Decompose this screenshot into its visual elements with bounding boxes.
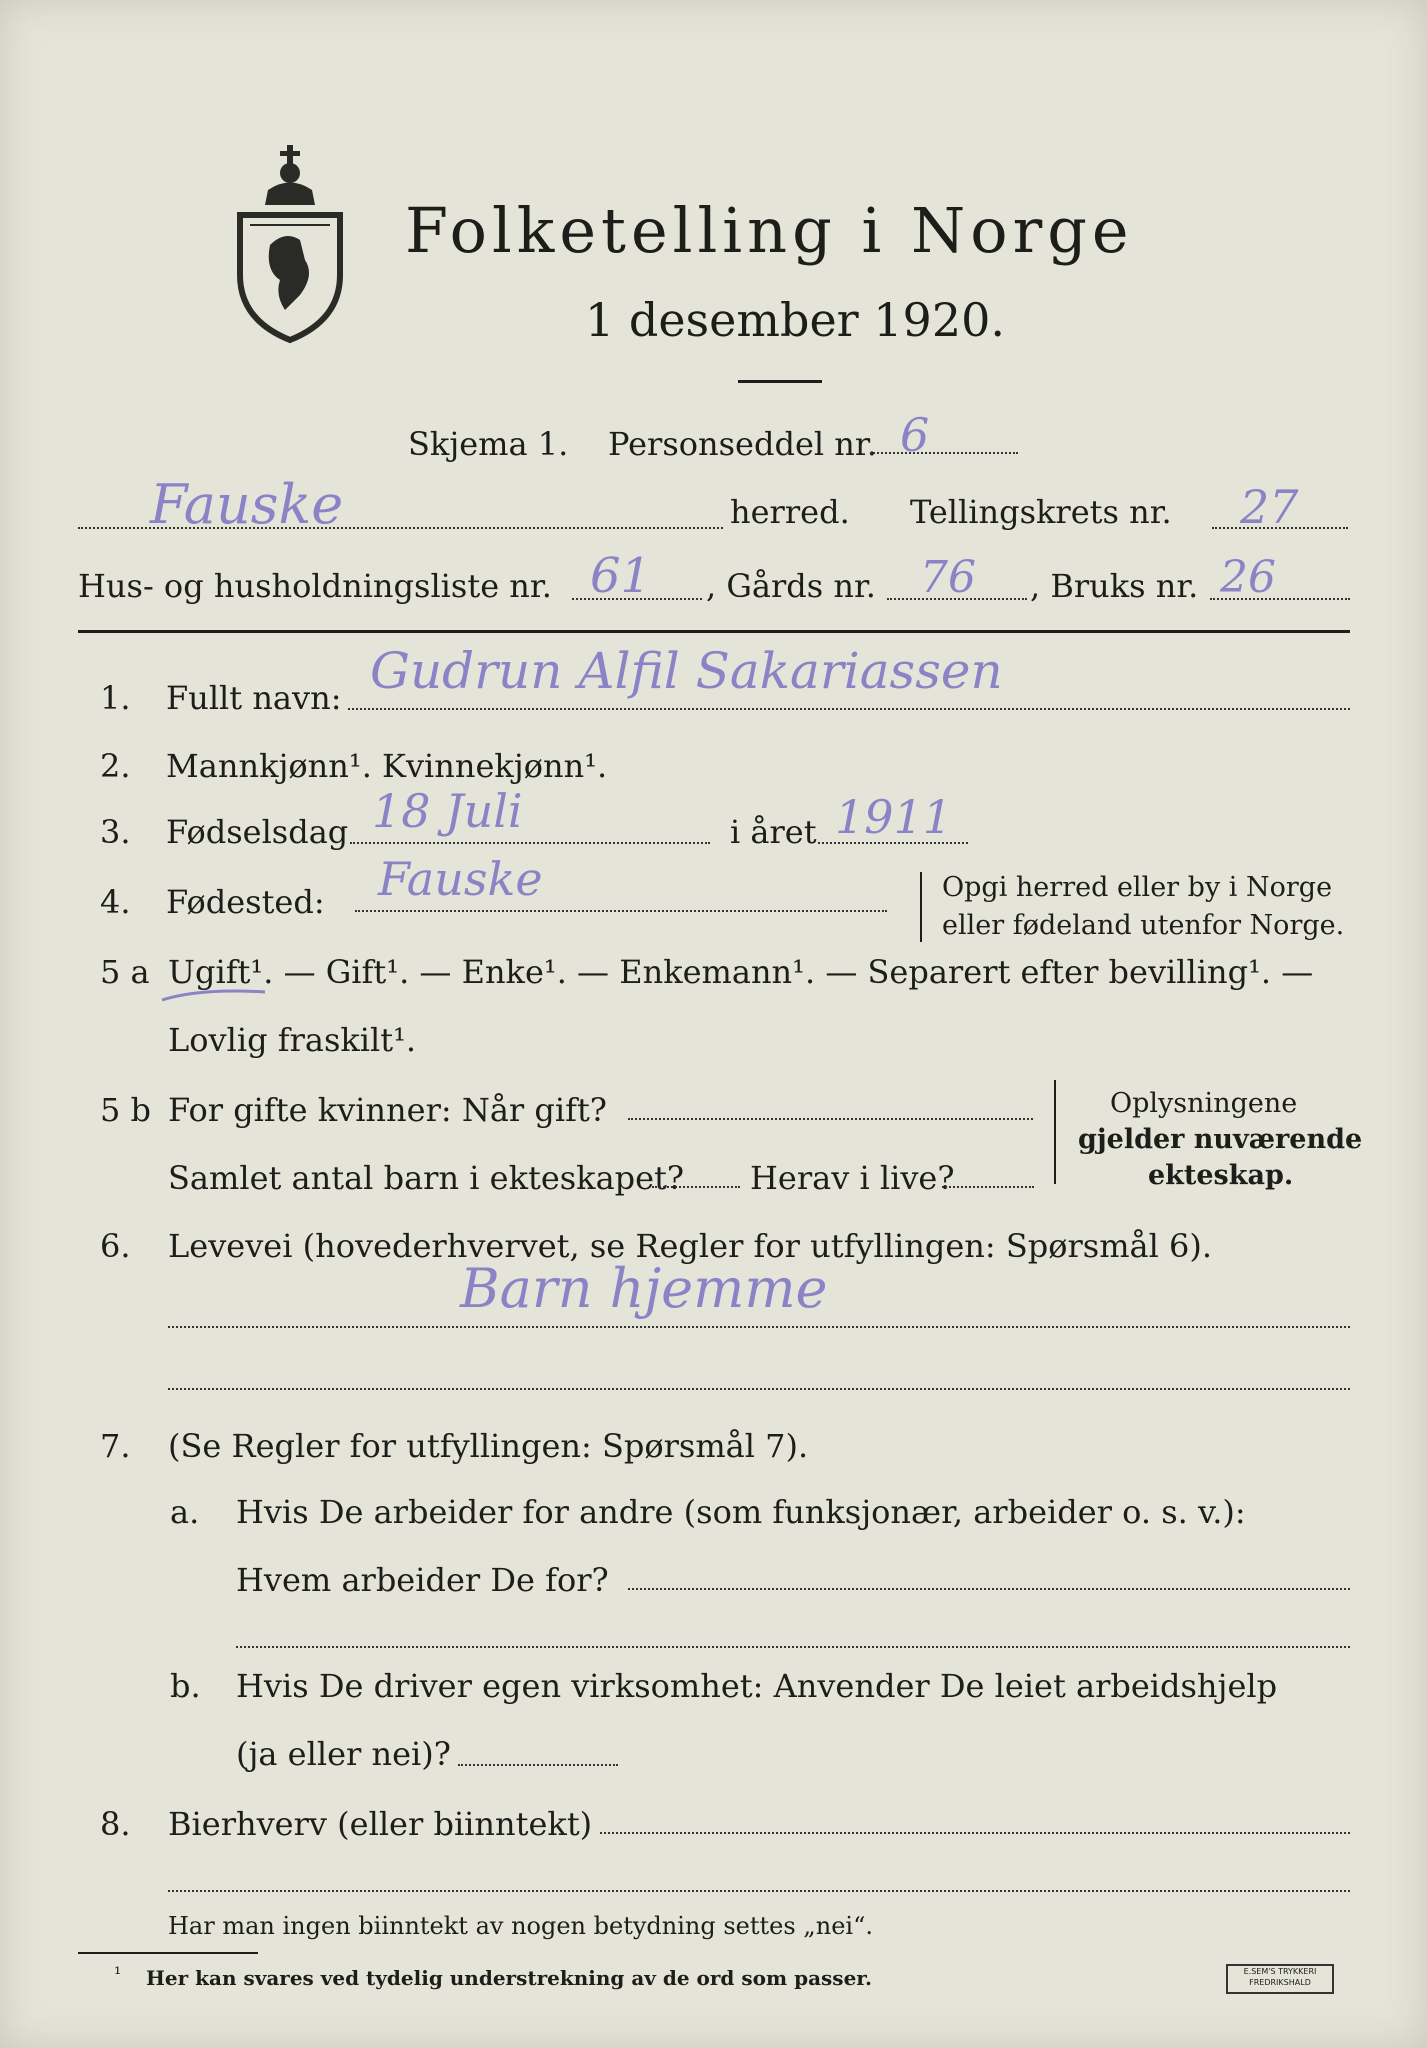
q6-line-2 (168, 1388, 1350, 1390)
bruks-value: 26 (1220, 552, 1276, 603)
q4-value: Fauske (378, 852, 543, 906)
q5b-line-2a: Samlet antal barn i ekteskapet? (168, 1159, 685, 1197)
q3-label: Fødselsdag (166, 813, 349, 851)
gards-label: , Gårds nr. (706, 567, 876, 605)
q8-line-2 (168, 1890, 1350, 1892)
bruks-label: , Bruks nr. (1030, 567, 1199, 605)
q6-label: Levevei (hovederhvervet, se Regler for utfyllingen: Spørsmål 6). (168, 1227, 1213, 1265)
census-date: 1 desember 1920. (585, 293, 1005, 347)
q8-line-1 (600, 1832, 1350, 1834)
q4-brace (920, 872, 922, 942)
q7b-letter: b. (170, 1667, 201, 1705)
q8-number: 8. (100, 1805, 131, 1843)
q7a-line-extra (236, 1646, 1350, 1648)
gards-value: 76 (920, 552, 976, 603)
q3-number: 3. (100, 813, 131, 851)
q7b-line-1: Hvis De driver egen virksomhet: Anvender De leiet arbeidshjelp (236, 1667, 1278, 1705)
q1-value: Gudrun Alfil Sakariassen (370, 642, 1003, 700)
q4-note-2: eller fødeland utenfor Norge. (942, 910, 1345, 941)
herred-value: Fauske (150, 473, 344, 536)
printer-line-1: E.SEM'S TRYKKERI (1243, 1967, 1317, 1976)
q5b-alive-line (942, 1186, 1034, 1188)
q5a-line-1: Ugift¹. — Gift¹. — Enke¹. — Enkemann¹. — Separert efter bevilling¹. — (168, 953, 1314, 991)
footnote-mark: ¹ (114, 1964, 122, 1985)
title-divider (738, 380, 822, 383)
q5a-number: 5 a (100, 953, 150, 991)
q7b-line-2: (ja eller nei)? (236, 1735, 451, 1773)
coat-of-arms-icon (230, 135, 350, 345)
footnote-rule (78, 1952, 258, 1954)
header-divider (78, 630, 1350, 633)
printer-stamp (1226, 1964, 1334, 1994)
q5b-married-line (628, 1118, 1033, 1120)
q4-line (355, 910, 887, 912)
q5a-line-2: Lovlig fraskilt¹. (168, 1021, 417, 1059)
footer-note: Har man ingen biinntekt av nogen betydning settes „nei“. (168, 1912, 873, 1940)
schema-label: Skjema 1. (408, 425, 569, 463)
q7a-line-answer (628, 1588, 1350, 1590)
q7a-letter: a. (170, 1493, 200, 1531)
q6-value: Barn hjemme (460, 1257, 828, 1320)
q7a-line-2: Hvem arbeider De for? (236, 1561, 609, 1599)
q5b-line-2b: Herav i live? (750, 1159, 955, 1197)
q4-note-1: Opgi herred eller by i Norge (942, 872, 1333, 903)
q5b-number: 5 b (100, 1091, 152, 1129)
q4-number: 4. (100, 883, 131, 921)
personseddel-line (870, 452, 1018, 454)
q5b-note-3: ekteskap. (1148, 1160, 1294, 1191)
q3-value: 18 Juli (372, 784, 523, 838)
q5b-children-line (652, 1186, 740, 1188)
q1-number: 1. (100, 679, 131, 717)
q3-year-label: i året (730, 813, 817, 851)
personseddel-value: 6 (900, 408, 930, 462)
q8-label: Bierhverv (eller biinntekt) (168, 1805, 593, 1843)
footnote-text: Her kan svares ved tydelig understrekning av de ord som passer. (146, 1966, 872, 1990)
q5b-note-1: Oplysningene (1110, 1088, 1298, 1119)
q3-year-value: 1911 (835, 790, 953, 844)
q1-line (348, 708, 1350, 710)
printer-line-2: FREDRIKSHALD (1249, 1978, 1311, 1987)
q7-label: (Se Regler for utfyllingen: Spørsmål 7). (168, 1427, 809, 1465)
q5b-note-2: gjelder nuværende (1078, 1124, 1363, 1155)
q2-number: 2. (100, 747, 131, 785)
q2-label: Mannkjønn¹. Kvinnekjønn¹. (166, 747, 608, 785)
q7a-line-1: Hvis De arbeider for andre (som funksjonær, arbeider o. s. v.): (236, 1493, 1246, 1531)
q7-number: 7. (100, 1427, 131, 1465)
herred-label: herred. (730, 493, 850, 531)
personseddel-label: Personseddel nr. (608, 425, 877, 463)
q6-number: 6. (100, 1227, 131, 1265)
q6-line-1 (168, 1326, 1350, 1328)
q5b-line-1: For gifte kvinner: Når gift? (168, 1091, 607, 1129)
husliste-label: Hus- og husholdningsliste nr. (78, 567, 552, 605)
ugift-underline-mark (160, 986, 270, 1006)
q1-label: Fullt navn: (166, 679, 342, 717)
q5b-brace (1054, 1080, 1056, 1184)
husliste-value: 61 (590, 548, 652, 604)
q3-line (350, 842, 710, 844)
tellingskrets-value: 27 (1240, 480, 1299, 534)
q4-label: Fødested: (166, 883, 325, 921)
q7b-line-answer (458, 1764, 618, 1766)
tellingskrets-label: Tellingskrets nr. (910, 493, 1172, 531)
page-title: Folketelling i Norge (405, 194, 1134, 267)
